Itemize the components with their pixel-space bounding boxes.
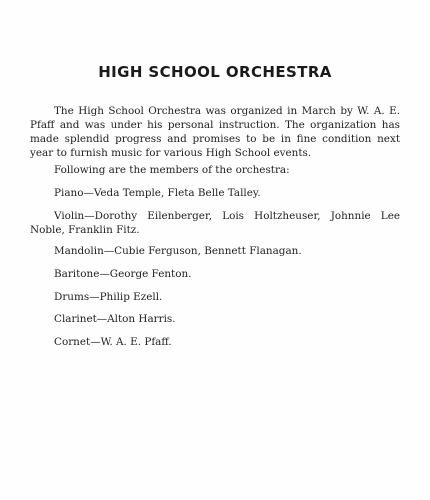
members-intro: Following are the members of the orchestra: <box>54 164 290 176</box>
member-line-drums: Drums—Philip Ezell. <box>54 291 163 303</box>
member-line-cornet: Cornet—W. A. E. Pfaff. <box>54 336 172 348</box>
member-line-mandolin: Mandolin—Cubie Ferguson, Bennett Flanagan. <box>54 245 302 257</box>
member-line-baritone: Baritone—George Fenton. <box>54 268 192 280</box>
page-title: HIGH SCHOOL ORCHESTRA <box>98 63 332 81</box>
member-line-clarinet: Clarinet—Alton Harris. <box>54 313 176 325</box>
member-line-piano: Piano—Veda Temple, Fleta Belle Talley. <box>54 187 261 199</box>
intro-paragraph: The High School Orchestra was organized in March by W. A. E. Pfaff and was under his personal instruction. The organization has made splendid progress and promises to be in fine condition next year to furnish music for various High School events. <box>30 105 400 159</box>
member-line-violin: Violin—Dorothy Eilenberger, Lois Holtzheuser, Johnnie Lee Noble, Franklin Fitz. <box>30 210 400 236</box>
